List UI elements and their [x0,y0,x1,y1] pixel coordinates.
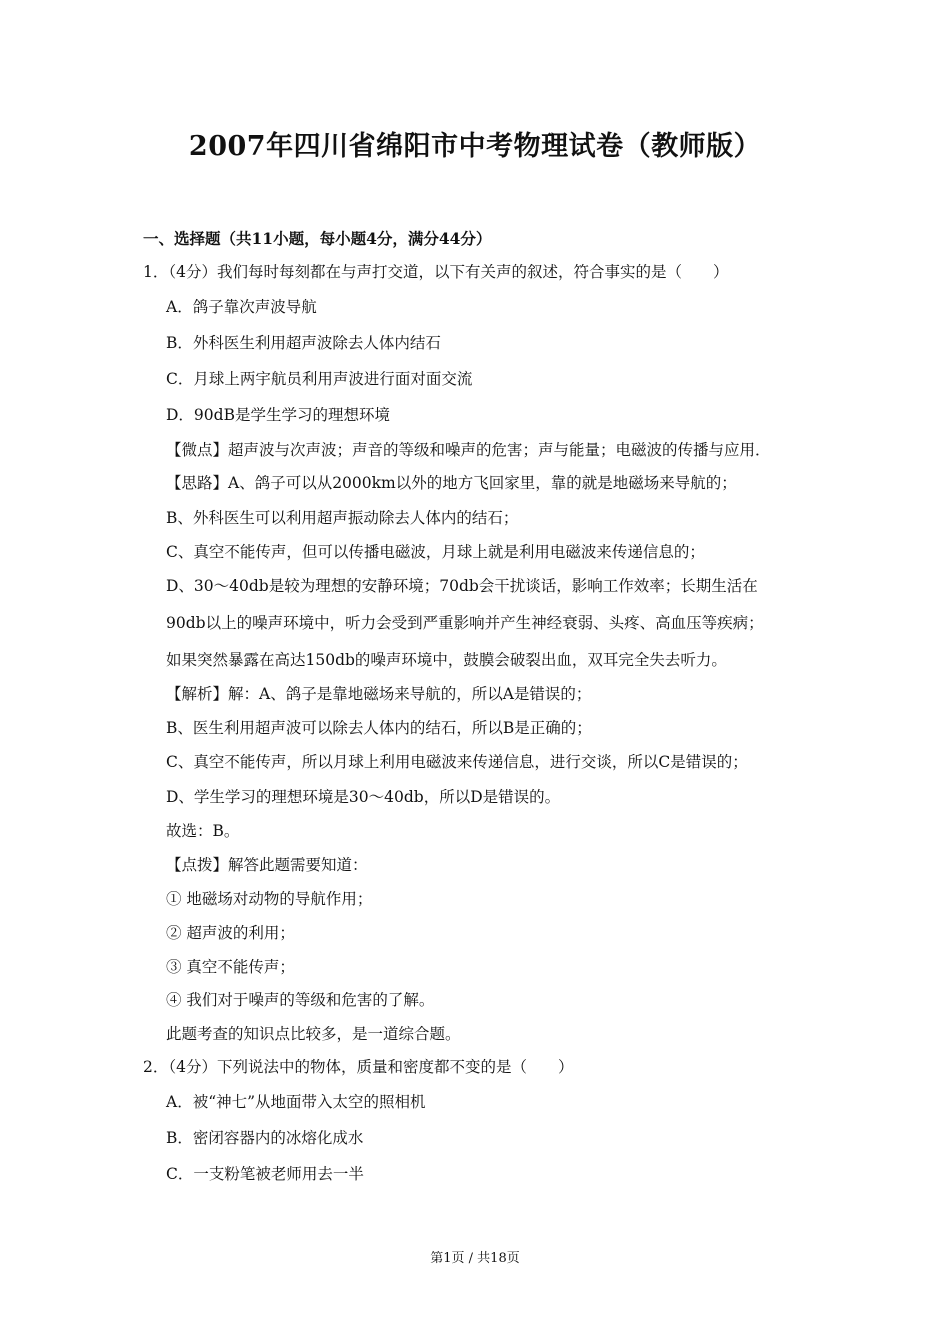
summary-line: 此题考查的知识点比较多，是一道综合题。 [166,1025,461,1043]
tips-item: ① 地磁场对动物的导航作用； [166,890,373,908]
reasoning-line: 如果突然暴露在高达150db的噪声环境中，鼓膜会破裂出血，双耳完全失去听力。 [166,651,727,669]
question-1-option-c: C．月球上两宇航员利用声波进行面对面交流 [166,370,473,388]
reasoning-line: 90db以上的噪声环境中，听力会受到严重影响并产生神经衰弱、头疼、高血压等疾病； [166,614,764,632]
tips-item: ④ 我们对于噪声的等级和危害的了解。 [166,991,435,1009]
knowledge-points: 【微点】超声波与次声波；声音的等级和噪声的危害；声与能量；电磁波的传播与应用． [166,441,771,459]
section-heading: 一、选择题（共11小题，每小题4分，满分44分） [143,229,492,248]
reasoning-line: D、30～40db是较为理想的安静环境；70db会干扰谈话，影响工作效率；长期生活在 [166,577,758,595]
analysis-line: B、医生利用超声波可以除去人体内的结石，所以B是正确的； [166,719,592,737]
question-2-option-b: B．密闭容器内的冰熔化成水 [166,1129,364,1147]
page-title: 2007年四川省绵阳市中考物理试卷（教师版） [188,131,762,162]
question-1-option-b: B．外科医生利用超声波除去人体内结石 [166,334,441,352]
question-2-option-c: C．一支粉笔被老师用去一半 [166,1165,364,1183]
answer-line: 故选：B。 [166,822,240,840]
question-2-option-a: A．被“神七”从地面带入太空的照相机 [166,1093,426,1111]
tips-item: ② 超声波的利用； [166,924,295,942]
question-1-stem: 1．（4分）我们每时每刻都在与声打交道，以下有关声的叙述，符合事实的是（ ） [143,263,729,281]
question-1-option-d: D．90dB是学生学习的理想环境 [166,406,390,424]
tips-item: ③ 真空不能传声； [166,958,295,976]
tips-heading: 【点拨】解答此题需要知道： [166,856,368,874]
analysis-line: D、学生学习的理想环境是30～40db，所以D是错误的。 [166,788,561,806]
question-1-option-a: A．鸽子靠次声波导航 [166,298,317,316]
analysis-line: 【解析】解：A、鸽子是靠地磁场来导航的，所以A是错误的； [166,685,592,703]
reasoning-line: B、外科医生可以利用超声振动除去人体内的结石； [166,509,519,527]
analysis-line: C、真空不能传声，所以月球上利用电磁波来传递信息，进行交谈，所以C是错误的； [166,753,748,771]
reasoning-line: C、真空不能传声，但可以传播电磁波，月球上就是利用电磁波来传递信息的； [166,543,705,561]
question-2-stem: 2．（4分）下列说法中的物体，质量和密度都不变的是（ ） [143,1058,574,1076]
reasoning-line: 【思路】A、鸽子可以从2000km以外的地方飞回家里，靠的就是地磁场来导航的； [166,474,737,492]
page-number: 第1页 / 共18页 [430,1251,520,1266]
